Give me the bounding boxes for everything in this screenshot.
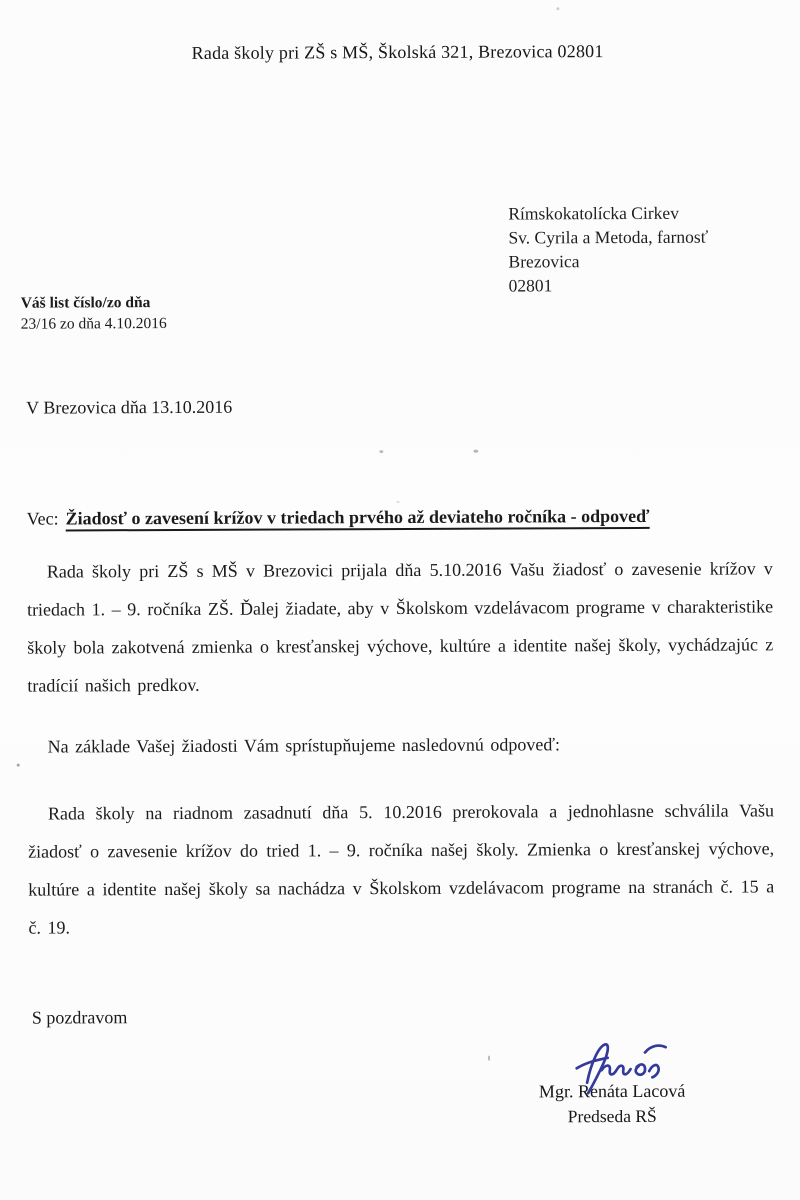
scan-speck	[397, 501, 400, 503]
place-date-line: V Brezovica dňa 13.10.2016	[26, 396, 233, 418]
reference-value: 23/16 zo dňa 4.10.2016	[20, 315, 167, 333]
sender-header: Rada školy pri ZŠ s MŠ, Školská 321, Brezovica 02801	[191, 41, 604, 63]
paragraph-request-summary: Rada školy pri ZŠ s MŠ v Brezovici prijala dňa 5.10.2016 Vašu žiadosť o zavesenie krížov v triedach 1. – 9. ročníka ZŠ. Ďalej žiadate, aby v Školskom vzdelávacom programe v charakteristike školy bola zakotvená zmienka o kresťanskej výchove, kultúre a identite našej školy, vychádzajúc z tradícií našich predkov.	[26, 558, 774, 696]
subject-title: Žiadosť o zavesení krížov v triedach prvého až deviateho ročníka - odpoveď	[66, 506, 650, 532]
scan-speck	[488, 1056, 490, 1061]
reference-label: Váš list číslo/zo dňa	[20, 294, 151, 312]
recipient-organization: Rímskokatolícka Cirkev	[508, 202, 679, 224]
paragraph-decision: Rada školy na riadnom zasadnutí dňa 5. 10.2016 prerokovala a jednohlasne schválila Vašu žiadosť o zavesenie krížov do tried 1. – 9. ročníka našej školy. Zmienka o kresťanskej výchove, kultúre a identite našej školy sa nachádza v Školskom vzdelávacom programe na stranách č. 15 a č. 19.	[28, 800, 775, 938]
scan-speck	[473, 450, 478, 453]
subject-prefix: Vec:	[26, 508, 59, 529]
recipient-postal-code: 02801	[508, 275, 553, 296]
scan-speck	[379, 450, 383, 453]
scan-speck	[17, 764, 20, 767]
handwritten-signature-icon	[564, 1037, 668, 1095]
signature-block	[472, 1034, 752, 1127]
scan-speck	[556, 7, 559, 10]
signatory-name: Mgr. Renáta Lacová	[538, 1080, 686, 1102]
recipient-block	[508, 201, 708, 298]
signatory-role: Predseda RŠ	[567, 1105, 657, 1127]
closing-salutation: S pozdravom	[31, 1007, 128, 1028]
subject-line	[27, 506, 650, 530]
recipient-parish: Sv. Cyrila a Metoda, farnosť	[508, 226, 709, 248]
paragraph-response-intro: Na základe Vašej žiadosti Vám sprístupňujeme nasledovnú odpoveď:	[47, 734, 561, 757]
reference-block	[21, 292, 167, 335]
recipient-city: Brezovica	[508, 251, 580, 272]
